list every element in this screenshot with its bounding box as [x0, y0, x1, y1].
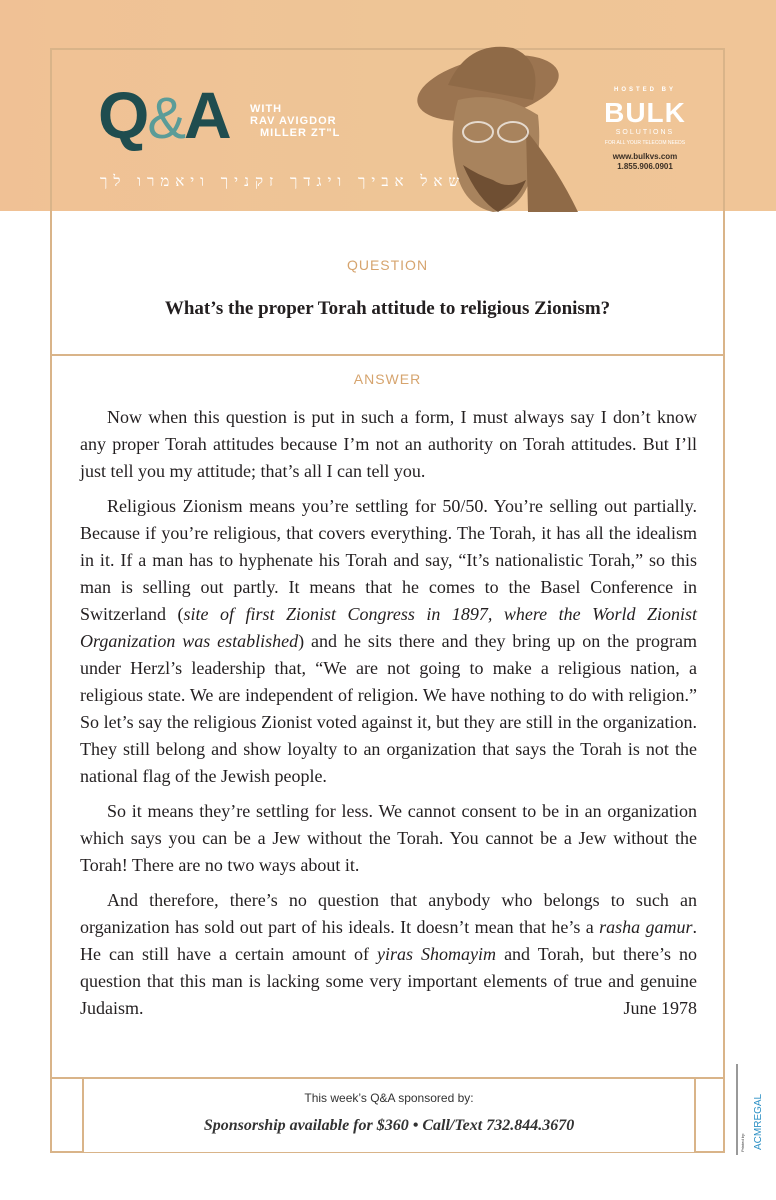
text-run: ) and he sits there and they bring up on the program under Herzl’s leadership that, “We are not going to make a religious nation, a religious state. We are independent of religion. We have nothing to do with religion.” So let’s say the religious Zionist voted against it, but they are still in the organization. They still belong and show loyalty to an organization that says the Torah is not the national flag of the Jewish people. [80, 631, 697, 786]
question-text: What’s the proper Torah attitude to religious Zionism? [164, 298, 611, 319]
sponsor-text: Sponsorship available for $360 • Call/Text 732.844.3670 [203, 1117, 575, 1134]
hebrew-verse: שאל אביך ויגדך זקניך ויאמרו לך [100, 172, 465, 190]
logo-q: Q [98, 78, 148, 152]
qa-logo [98, 78, 230, 152]
with-line: MILLER ZT"L [260, 127, 341, 139]
answer-body [80, 404, 697, 1030]
with-rav-text [250, 103, 340, 139]
italic-run: yiras Shomayim [377, 944, 497, 964]
text-run: Now when this question is put in such a form, I must always say I don’t know any proper Torah attitudes because I’m not an authority on Torah attitudes. But I’ll just tell you my attitude; that’s all I can tell you. [80, 407, 697, 481]
bulk-website: www.bulkvs.com [612, 152, 678, 161]
text-run: So it means they’re settling for less. We cannot consent to be in an organization which says you can be a Jew without the Torah. You cannot be a Jew without the Torah! There are no two ways about it. [80, 801, 697, 875]
sponsor-box [82, 1079, 696, 1152]
bulk-sub: SOLUTIONS [615, 129, 675, 136]
divider [50, 354, 725, 356]
printer-name: ACMREGAL [753, 1093, 764, 1150]
answer-date: June 1978 [623, 998, 697, 1018]
with-line: RAV AVIGDOR [250, 115, 337, 127]
text-run: . He can still have a certain amount of [80, 917, 697, 964]
italic-run: site of first Zionist Congress in 1897, where the World Zionist Organization was established [80, 604, 697, 651]
text-run: and Torah, but there’s no question that this man is lacking some very important elements of true and genuine Judaism. [80, 944, 697, 1018]
answer-paragraph [80, 798, 697, 879]
question-label: QUESTION [346, 257, 429, 273]
answer-label: ANSWER [353, 371, 422, 387]
answer-paragraph [80, 887, 697, 1022]
answer-paragraph [80, 493, 697, 790]
text-run: Religious Zionism means you’re settling for 50/50. You’re selling out partially. Because if you’re religious, that covers everything. The Torah, it has all the idealism in it. If a man has to hyphenate his Torah and say, “It’s nationalistic Torah,” so this man is selling out partly. It means that he comes to the Basel Conference in Switzerland ( [80, 496, 697, 624]
text-run: And therefore, there’s no question that anybody who belongs to such an organization has sold out part of his ideals. It doesn’t mean that he’s a [80, 890, 697, 937]
hosted-by-label: HOSTED BY [613, 87, 676, 93]
logo-amp: & [147, 86, 185, 151]
bulk-sponsor-logo [590, 86, 700, 172]
bulk-phone: 1.855.906.0901 [617, 162, 673, 171]
logo-a: A [184, 78, 230, 152]
with-line: WITH [250, 103, 283, 115]
sponsor-title: This week’s Q&A sponsored by: [304, 1091, 474, 1105]
bulk-brand: BULK [604, 97, 686, 128]
answer-paragraph [80, 404, 697, 485]
printed-by-label: Printed by: [740, 1132, 745, 1152]
italic-run: rasha gamur [599, 917, 693, 937]
acm-regal-printer-logo [735, 1062, 765, 1157]
bulk-tagline: FOR ALL YOUR TELECOM NEEDS [604, 140, 686, 146]
